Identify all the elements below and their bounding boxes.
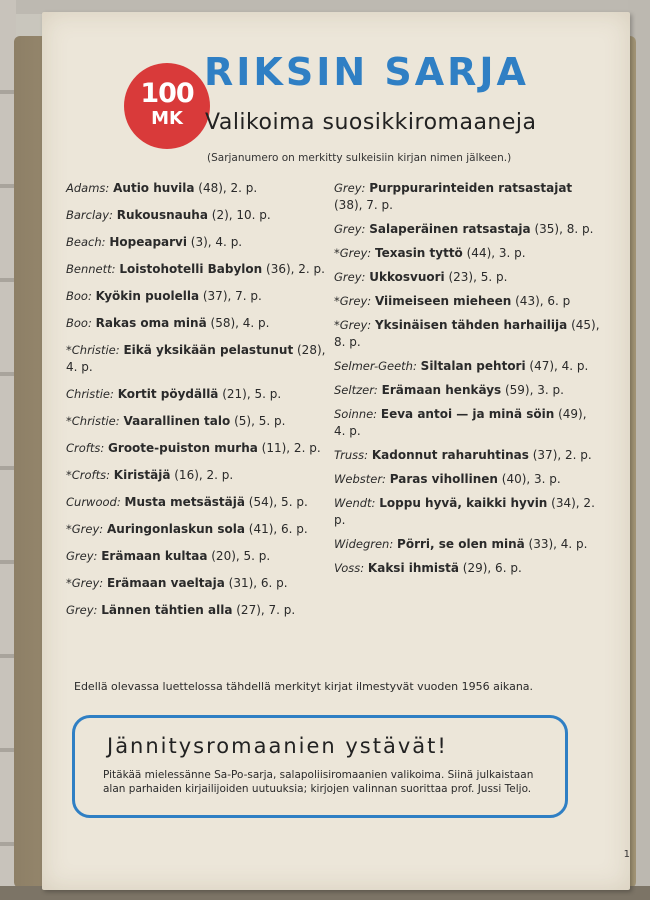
book-title: Kiristäjä [113, 468, 171, 482]
book-entry [334, 221, 600, 238]
book-author: Grey: [334, 270, 366, 284]
book-entry [66, 315, 332, 332]
book-entry [66, 548, 332, 565]
book-entry [334, 245, 600, 262]
book-author: *Grey: [334, 294, 372, 308]
series-note: (Sarjanumero on merkitty sulkeisiin kirjan nimen jälkeen.) [207, 152, 512, 164]
book-title: Erämaan henkäys [381, 383, 502, 397]
book-title: Eeva antoi — ja minä söin [380, 407, 555, 421]
book-author: *Christie: [66, 343, 120, 357]
book-series-info: (38), 7. p. [334, 198, 393, 212]
book-entry [66, 467, 332, 484]
book-title: Kadonnut raharuhtinas [371, 448, 529, 462]
price-badge [124, 63, 210, 149]
book-series-info: (2), 10. p. [207, 208, 271, 222]
book-series-info: (59), 3. p. [501, 383, 564, 397]
book-entry [66, 575, 332, 592]
book-author: Boo: [66, 316, 92, 330]
footnote: Edellä olevassa luettelossa tähdellä merkityt kirjat ilmestyvät vuoden 1956 aikana. [74, 680, 534, 693]
book-title: Rukousnauha [116, 208, 208, 222]
book-author: Barclay: [66, 208, 113, 222]
book-title: Erämaan kultaa [101, 549, 208, 563]
book-title: Pörri, se olen minä [397, 537, 525, 551]
book-author: Adams: [66, 181, 110, 195]
book-series-info: (16), 2. p. [170, 468, 234, 482]
book-title: Autio huvila [113, 181, 195, 195]
price-unit: MK [151, 108, 183, 129]
book-author: Grey: [66, 549, 98, 563]
book-author: Beach: [66, 235, 106, 249]
book-entry [66, 234, 332, 251]
book-title: Siltalan pehtori [420, 359, 526, 373]
book-author: Soinne: [334, 407, 378, 421]
book-author: Wendt: [334, 496, 376, 510]
book-author: Bennett: [66, 262, 116, 276]
book-author: Grey: [66, 603, 98, 617]
series-title: RIKSIN SARJA [204, 50, 529, 94]
book-series-info: (44), 3. p. [462, 246, 526, 260]
book-entry [334, 447, 600, 464]
book-series-info: (23), 5. p. [444, 270, 508, 284]
sa-po-series-box [72, 715, 568, 818]
book-author: Truss: [334, 448, 369, 462]
book-entry [66, 440, 332, 457]
book-author: Widegren: [334, 537, 394, 551]
book-entry [334, 293, 600, 310]
book-series-info: (40), 3. p. [497, 472, 561, 486]
book-entry [66, 413, 332, 430]
book-series-info: (43), 6. p [511, 294, 571, 308]
book-author: *Grey: [66, 522, 104, 536]
book-author: Seltzer: [334, 383, 378, 397]
book-entry [334, 180, 600, 214]
book-author: Grey: [334, 222, 366, 236]
book-series-info: (11), 2. p. [257, 441, 321, 455]
book-author: *Grey: [334, 318, 372, 332]
book-title: Paras vihollinen [389, 472, 498, 486]
box-title: Jännitysromaanien ystävät! [107, 734, 448, 758]
book-series-info: (20), 5. p. [207, 549, 271, 563]
book-entry [334, 495, 600, 529]
book-author: Webster: [334, 472, 386, 486]
book-series-info: (3), 4. p. [186, 235, 243, 249]
book-title: Kortit pöydällä [117, 387, 219, 401]
book-series-info: (49), 4. p. [334, 407, 587, 438]
book-entry [66, 180, 332, 197]
book-entry [334, 317, 600, 351]
book-series-info: (21), 5. p. [218, 387, 282, 401]
book-title: Erämaan vaeltaja [106, 576, 225, 590]
book-series-info: (35), 8. p. [530, 222, 594, 236]
book-title: Purppurarinteiden ratsastajat [369, 181, 573, 195]
price-amount: 100 [140, 78, 194, 109]
book-entry [66, 494, 332, 511]
book-title: Salaperäinen ratsastaja [369, 222, 531, 236]
book-author: *Christie: [66, 414, 120, 428]
book-title: Kaksi ihmistä [367, 561, 459, 575]
book-entry [334, 471, 600, 488]
book-title: Eikä yksikään pelastunut [123, 343, 294, 357]
book-title: Hopeaparvi [109, 235, 187, 249]
book-title: Kyökin puolella [95, 289, 200, 303]
book-series-info: (37), 2. p. [528, 448, 592, 462]
book-title: Ukkosvuori [369, 270, 445, 284]
book-title: Lännen tähtien alla [101, 603, 233, 617]
book-entry [66, 288, 332, 305]
book-series-info: (31), 6. p. [224, 576, 288, 590]
book-title: Texasin tyttö [374, 246, 463, 260]
book-list-right [334, 180, 600, 584]
book-entry [66, 521, 332, 538]
book-title: Loppu hyvä, kaikki hyvin [379, 496, 548, 510]
book-series-info: (29), 6. p. [458, 561, 522, 575]
book-entry [66, 602, 332, 619]
book-entry [66, 261, 332, 278]
book-series-info: (27), 7. p. [232, 603, 296, 617]
book-title: Rakas oma minä [95, 316, 207, 330]
book-series-info: (28), 4. p. [66, 343, 326, 374]
book-series-info: (34), 2. p. [334, 496, 595, 527]
book-series-info: (41), 6. p. [244, 522, 308, 536]
book-series-info: (47), 4. p. [525, 359, 589, 373]
box-text: Pitäkää mielessänne Sa-Po-sarja, salapoliisiromaanien valikoima. Siinä julkaistaan alan parhaiden kirjailijoiden uutuuksia; kirjojen valinnan suorittaa prof. Jussi Teljo. [103, 769, 534, 795]
book-series-info: (45), 8. p. [334, 318, 600, 349]
book-author: Grey: [334, 181, 366, 195]
book-series-info: (33), 4. p. [524, 537, 588, 551]
book-entry [66, 342, 332, 376]
book-entry [66, 386, 332, 403]
book-author: *Grey: [66, 576, 104, 590]
book-author: *Grey: [334, 246, 372, 260]
book-title: Auringonlaskun sola [106, 522, 245, 536]
book-title: Musta metsästäjä [124, 495, 245, 509]
book-series-info: (48), 2. p. [194, 181, 258, 195]
book-title: Yksinäisen tähden harhailija [374, 318, 568, 332]
book-author: Selmer-Geeth: [334, 359, 417, 373]
book-author: *Crofts: [66, 468, 110, 482]
book-series-info: (5), 5. p. [230, 414, 286, 428]
book-series-info: (54), 5. p. [244, 495, 308, 509]
book-entry [334, 406, 600, 440]
book-entry [334, 560, 600, 577]
book-entry [66, 207, 332, 224]
book-entry [334, 358, 600, 375]
book-entry [334, 382, 600, 399]
book-entry [334, 536, 600, 553]
book-title: Viimeiseen mieheen [374, 294, 512, 308]
book-series-info: (58), 4. p. [206, 316, 270, 330]
book-author: Christie: [66, 387, 114, 401]
page-number: 1 [623, 849, 630, 860]
book-title: Loistohotelli Babylon [119, 262, 263, 276]
book-series-info: (37), 7. p. [199, 289, 262, 303]
book-author: Voss: [334, 561, 365, 575]
book-title: Groote-puiston murha [108, 441, 258, 455]
book-title: Vaarallinen talo [123, 414, 231, 428]
book-series-info: (36), 2. p. [262, 262, 325, 276]
book-author: Curwood: [66, 495, 121, 509]
book-list-left [66, 180, 332, 629]
book-author: Crofts: [66, 441, 105, 455]
book-entry [334, 269, 600, 286]
book-author: Boo: [66, 289, 92, 303]
series-subtitle: Valikoima suosikkiromaaneja [205, 110, 537, 135]
